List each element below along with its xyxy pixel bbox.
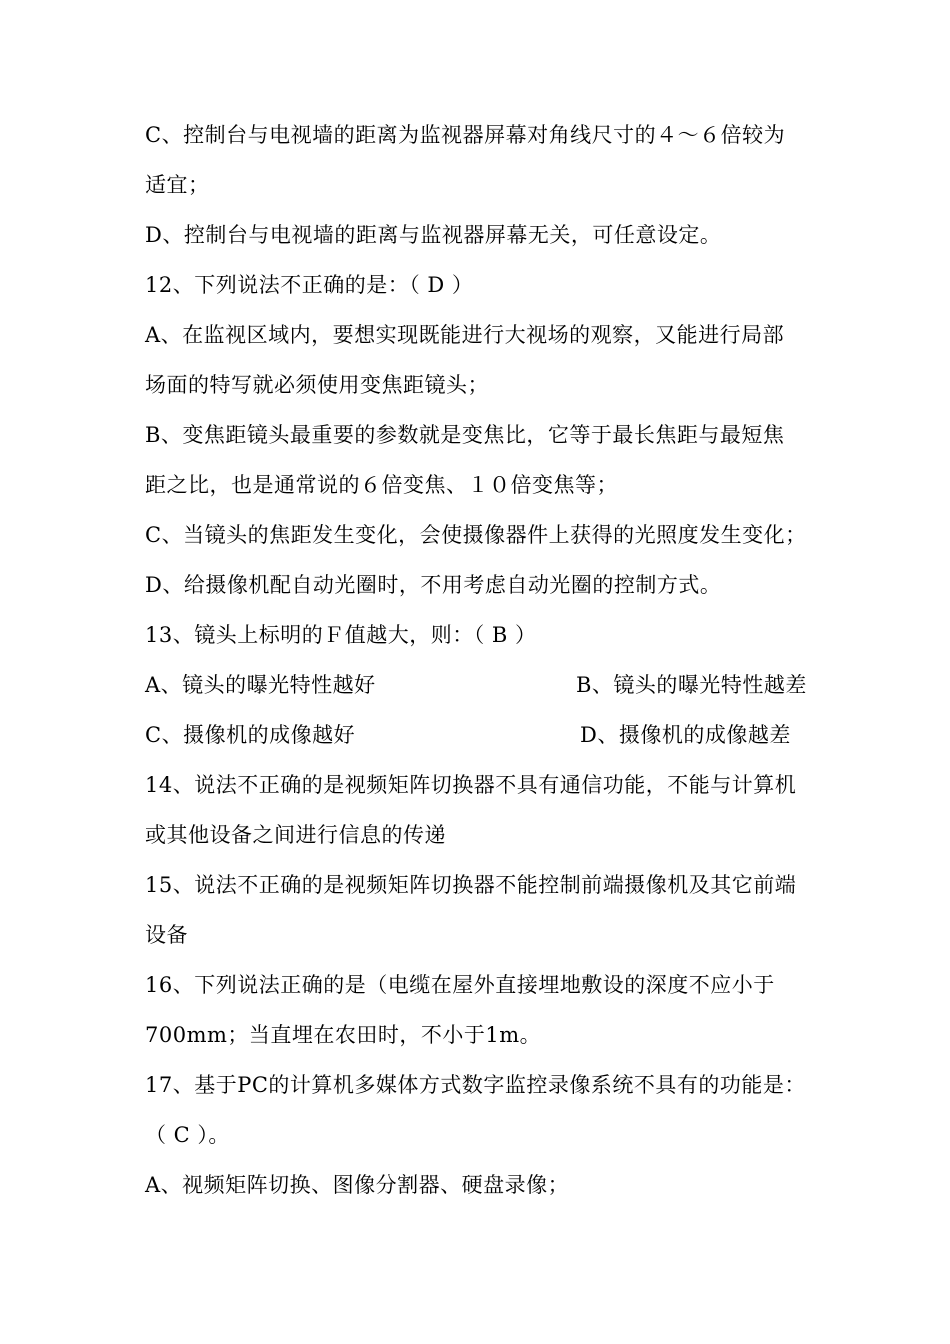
q13-option-a: A、镜头的曝光特性越好 <box>145 673 376 697</box>
question-16-line-2: 700mm；当直埋在农田时，不小于1m。 <box>145 1023 542 1047</box>
option-d-text: D、控制台与电视墙的距离与监视器屏幕无关，可任意设定。 <box>145 223 722 247</box>
question-15-line-2: 设备 <box>145 923 188 947</box>
q13-option-c: C、摄像机的成像越好 <box>145 723 356 747</box>
option-c-line-1: C、控制台与电视墙的距离为监视器屏幕对角线尺寸的４～６倍较为 <box>145 123 786 147</box>
question-14-line-2: 或其他设备之间进行信息的传递 <box>145 823 446 847</box>
q13-option-d: D、摄像机的成像越差 <box>580 723 791 747</box>
q12-option-d: D、给摄像机配自动光圈时，不用考虑自动光圈的控制方式。 <box>145 573 722 597</box>
question-13: 13、镜头上标明的Ｆ值越大，则：（ B ） <box>145 623 537 647</box>
q12-option-a-line-2: 场面的特写就必须使用变焦距镜头； <box>145 373 489 397</box>
option-c-line-2: 适宜； <box>145 173 210 197</box>
question-17-line-1: 17、基于PC的计算机多媒体方式数字监控录像系统不具有的功能是： <box>145 1073 806 1097</box>
q12-option-c: C、当镜头的焦距发生变化，会使摄像器件上获得的光照度发生变化； <box>145 523 807 547</box>
question-17-line-2: （ C ）。 <box>145 1123 230 1147</box>
q12-option-b-line-2: 距之比，也是通常说的６倍变焦、１０倍变焦等； <box>145 473 618 497</box>
q17-option-a: A、视频矩阵切换、图像分割器、硬盘录像； <box>145 1173 570 1197</box>
question-12: 12、下列说法不正确的是：（ D ） <box>145 273 474 297</box>
question-16-line-1: 16、下列说法正确的是（电缆在屋外直接埋地敷设的深度不应小于 <box>145 973 775 997</box>
question-15-line-1: 15、说法不正确的是视频矩阵切换器不能控制前端摄像机及其它前端 <box>145 873 797 897</box>
q12-option-a-line-1: A、在监视区域内，要想实现既能进行大视场的观察，又能进行局部 <box>145 323 785 347</box>
q12-option-b-line-1: B、变焦距镜头最重要的参数就是变焦比，它等于最长焦距与最短焦 <box>145 423 785 447</box>
question-14-line-1: 14、说法不正确的是视频矩阵切换器不具有通信功能，不能与计算机 <box>145 773 797 797</box>
q13-option-b: B、镜头的曝光特性越差 <box>576 673 807 697</box>
